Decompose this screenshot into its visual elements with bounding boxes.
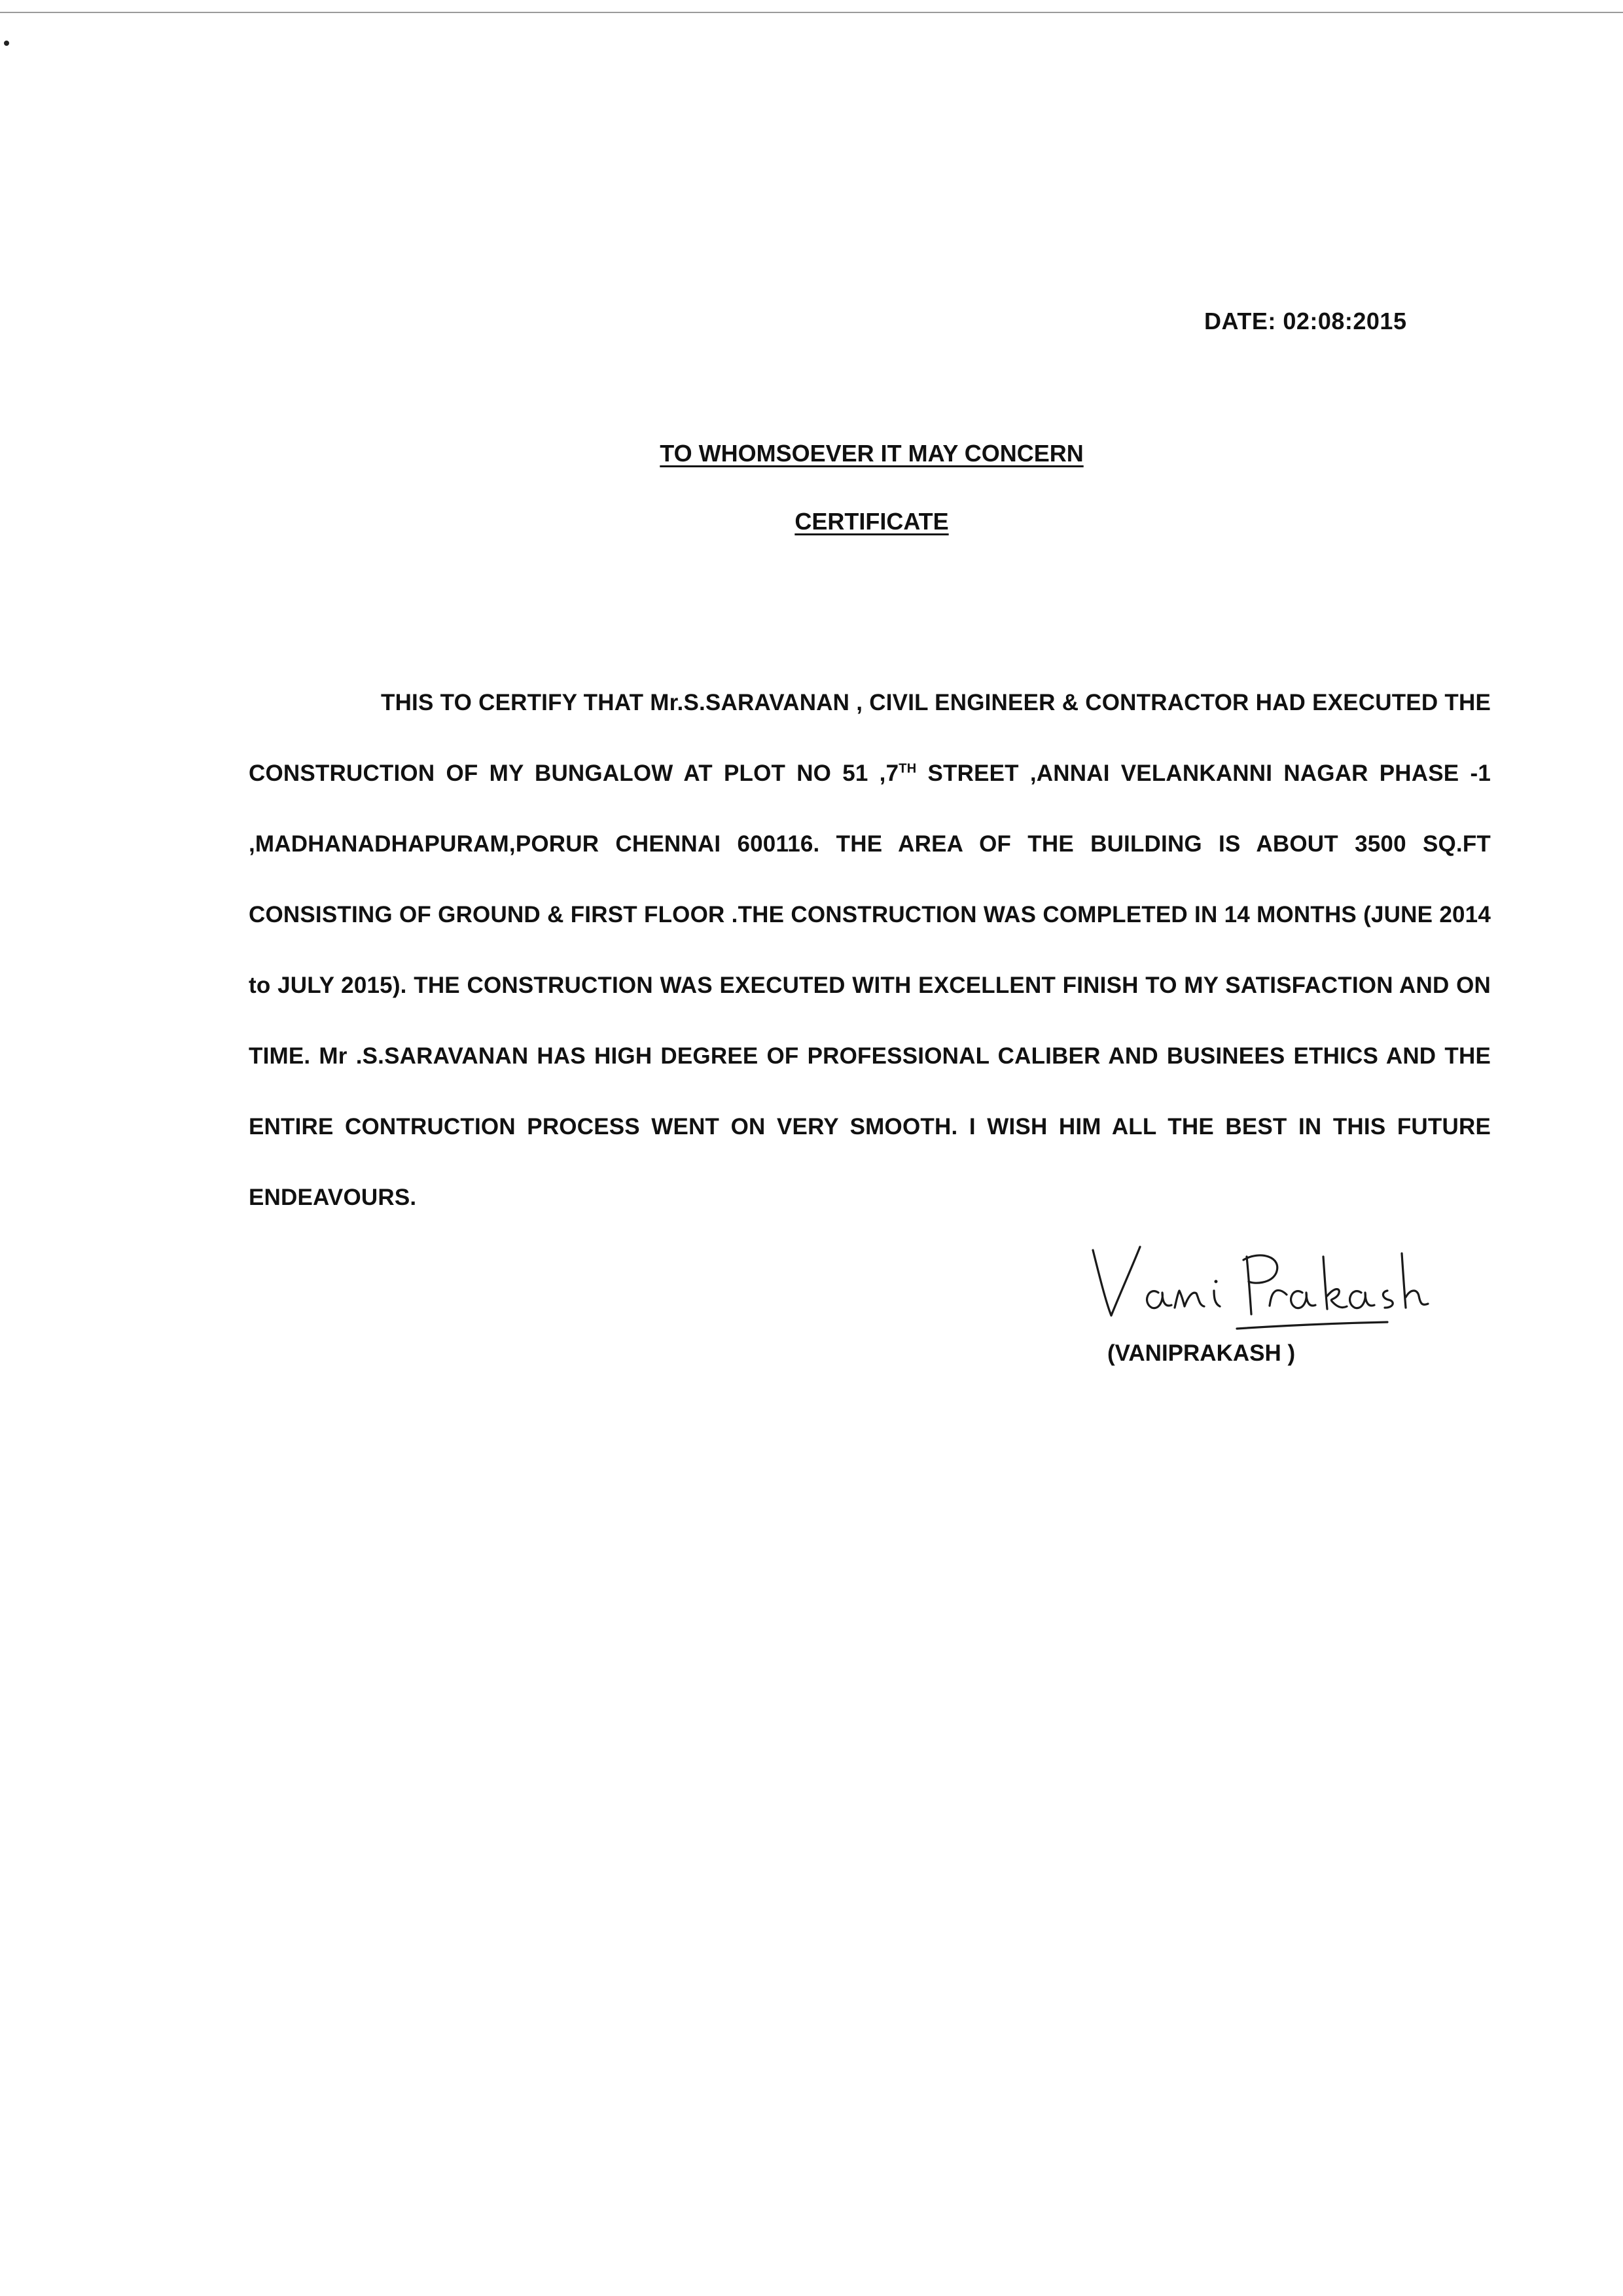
handwritten-signature <box>1080 1230 1446 1335</box>
signatory-name: (VANIPRAKASH ) <box>1107 1340 1296 1366</box>
scan-speck <box>4 41 9 46</box>
document-subheading: CERTIFICATE <box>794 508 949 535</box>
certificate-body <box>249 668 1491 1233</box>
ordinal-superscript: TH <box>899 761 917 776</box>
document-date: DATE: 02:08:2015 <box>1204 308 1407 334</box>
certificate-body-part-1: THIS TO CERTIFY THAT Mr.S.SARAVANAN , CIVIL ENGINEER & CONTRACTOR HAD EXECUTED THE CONSTRUCTION OF MY BUNGALOW AT PLOT NO 51 ,7 <box>249 690 1491 786</box>
certificate-body-part-2: STREET ,ANNAI VELANKANNI NAGAR PHASE -1 ,MADHANADHAPURAM,PORUR CHENNAI 600116. THE AREA OF THE BUILDING IS ABOUT 3500 SQ.FT CONSISTING OF GROUND & FIRST FLOOR .THE CONSTRUCTION WAS COMPLETED IN 14 MONTHS (JUNE 2014 to JULY 2015). THE CONSTRUCTION WAS EXECUTED WITH EXCELLENT FINISH TO MY SATISFACTION AND ON TIME. Mr .S.SARAVANAN HAS HIGH DEGREE OF PROFESSIONAL CALIBER AND BUSINEES ETHICS AND THE ENTIRE CONTRUCTION PROCESS WENT ON VERY SMOOTH. I WISH HIM ALL THE BEST IN THIS FUTURE ENDEAVOURS. <box>249 761 1491 1210</box>
scan-edge-line <box>0 12 1623 13</box>
document-heading: TO WHOMSOEVER IT MAY CONCERN <box>660 440 1084 467</box>
